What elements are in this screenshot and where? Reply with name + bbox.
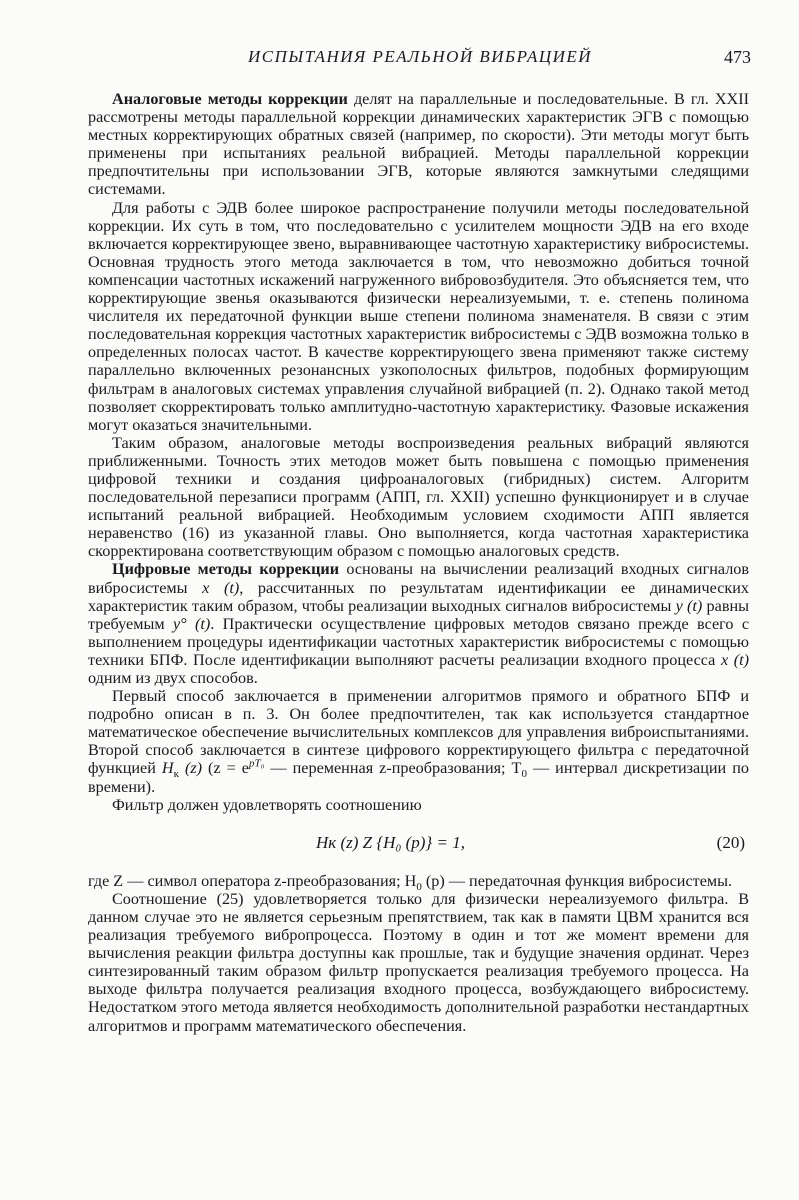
term-digital-correction: Цифровые методы коррекции — [112, 560, 340, 579]
text-run: Первый способ заключается в применении алгоритмов прямого и обратного БПФ и подробно описан в п. 3. Он более предпочтителен, так как используется стандартное математическое обеспечение вычислительных комплексов для управления виброиспытаниями. Второй способ заключается в синтезе цифрового корректирующего фильтра с передаточной функцией — [88, 687, 749, 778]
text-run: (p) — передаточная функция вибросистемы. — [421, 871, 733, 890]
text-run: равны требуемым — [88, 596, 750, 633]
paragraph-text: Фильтр должен удовлетворять соотношению — [112, 795, 422, 814]
running-title: ИСПЫТАНИЯ РЕАЛЬНОЙ ВИБРАЦИЕЙ — [248, 47, 593, 66]
paragraph-text: Соотношение (25) удовлетворяется только для физически нереализуемого фильтра. В данном случае это не является серьезным препятствием, так как в памяти ЦВМ хранится вся реализация требуемого вибропроцесса. Поэтому в один и тот же момент времени для вычисления реакции фильтра доступны как прошлые, так и будущие значения ординат. Через синтезированный таким образом фильтр пропускается реализация требуемого процесса. На выходе фильтра получается реализация входного процесса, возбуждающего вибросистему. Недостатком этого метода является необходимость дополнительной разработки нестандартных алгоритмов и программ математического обеспечения. — [88, 889, 749, 1035]
math-subscript: 0 — [521, 768, 527, 781]
math-exponent: pT₀ — [248, 758, 265, 771]
text-run: основаны на вычислении реализаций входных сигналов вибросистемы — [88, 560, 750, 597]
page-number: 473 — [724, 47, 751, 67]
math-h: H — [161, 759, 174, 778]
math-z: (z) — [178, 759, 203, 778]
text-run: одним из двух способов. — [88, 669, 258, 687]
equation-20 — [88, 820, 749, 868]
paragraph-where — [88, 871, 749, 893]
paragraph-text: Таким образом, аналоговые методы воспроизведения реальных вибраций являются приближенными. Точность этих методов может быть повышена с помощью применения цифровой техники и создания цифроаналоговых (гибридных) систем. Алгоритм последовательной перезаписи программ (АПП, гл. XXII) успешно функционирует и в случае испытаний реальной вибрацией. Необходимым условием сходимости АПП является неравенство (16) из указанной главы. Оно выполняется, когда частотная характеристика скорректирована соответствующим образом с помощью аналоговых средств. — [88, 433, 749, 561]
text-run: — интервал дискретизации по времени). — [88, 759, 749, 796]
term-analog-correction: Аналоговые методы коррекции — [112, 90, 348, 108]
equation-number: (20) — [716, 832, 745, 852]
paragraph-approximate-methods — [88, 434, 749, 561]
math-subscript: к — [173, 768, 179, 781]
math-x-t: x (t) — [202, 578, 240, 597]
paragraph-text: Для работы с ЭДВ более широкое распространение получили методы последовательной коррекции. Их суть в том, что последовательно с усилителем мощности ЭДВ на его входе включается корректирующее звено, выравнивающее частотную характеристику вибросистемы. Основная трудность этого метода заключается в том, что невозможно добиться точной компенсации частотных искажений нагруженного вибровозбудителя. Это объясняется тем, что корректирующие звенья оказываются физически нереализуемыми, т. е. степень полинома числителя их передаточной функции выше степени полинома знаменателя. В связи с этим последовательная коррекция частотных характеристик вибросистемы с ЭДВ возможна только в определенных полосах частот. В качестве корректирующего звена применяют также систему параллельно включенных резонансных узкополосных фильтров, подобных формирующим фильтрам в аналоговых системах управления случайной вибрацией (п. 2). Однако такой метод позволяет скорректировать только амплитудно-частотную характеристику. Фазовые искажения могут оказаться значительными. — [88, 198, 749, 434]
text-run: (z = e — [202, 759, 249, 778]
text-run: , рассчитанных по результатам идентификации ее динамических характеристик таким образом, чтобы реализации выходных сигналов вибросистемы — [88, 578, 750, 615]
paragraph-filter-condition — [88, 796, 749, 814]
running-head — [80, 47, 751, 73]
body-text — [88, 90, 749, 1035]
paragraph-first-method — [88, 687, 749, 796]
equation-expression: Hк (z) Z {H₀ (p)} = 1, — [316, 832, 465, 852]
math-y-t: y (t) — [675, 596, 703, 615]
paragraph-relation-25 — [88, 890, 749, 1035]
paragraph-sequential-correction — [88, 199, 749, 434]
text-run: где Z — символ оператора z-преобразования; H — [88, 871, 417, 890]
math-x-t: x (t) — [720, 650, 750, 669]
paragraph-digital-methods — [88, 560, 749, 687]
math-y0-t: y° (t) — [172, 614, 211, 633]
paragraph-analog-methods — [88, 90, 749, 199]
math-subscript: 0 — [416, 880, 422, 893]
text-run: . Практически осуществление цифровых методов связано прежде всего с выполнением процедуры идентификации частотных характеристик вибросистемы с помощью техники БПФ. После идентификации выполняют расчеты реализации входного процесса — [88, 614, 750, 669]
paragraph-text: делят на параллельные и последовательные. В гл. XXII рассмотрены методы параллельной коррекции динамических характеристик ЭГВ с помощью местных корректирующих обратных связей (например, по скорости). Эти методы могут быть применены при испытаниях реальной вибрацией. Методы параллельной коррекции предпочтительны при использовании ЭГВ, которые являются замкнутыми следящими системами. — [88, 90, 749, 199]
text-run: — переменная z-преобразования; T — [264, 759, 522, 778]
